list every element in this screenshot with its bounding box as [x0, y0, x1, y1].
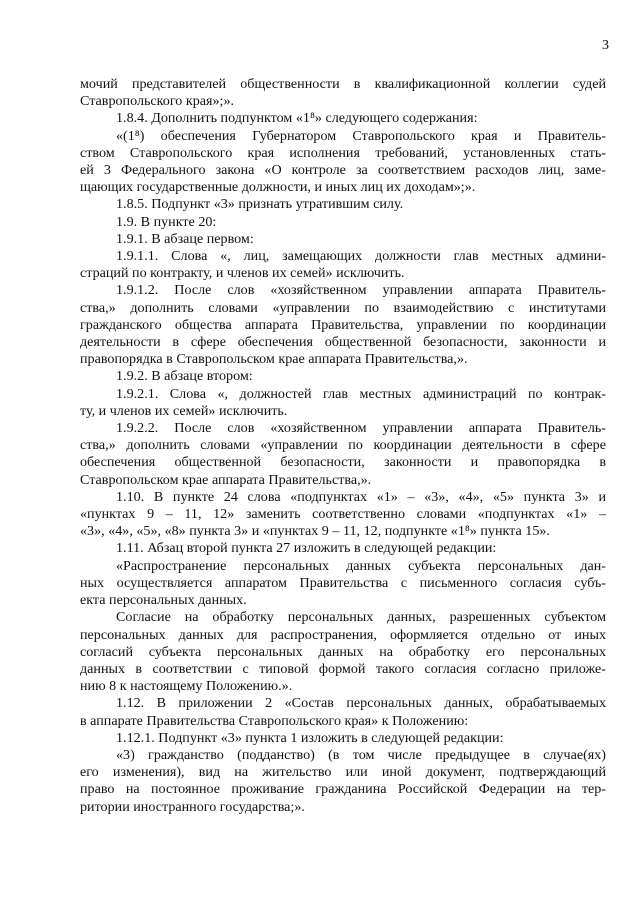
paragraph: [80, 609, 606, 695]
text-line: екта персональных данных.: [80, 592, 247, 609]
text-line: «(1⁸) обеспечения Губернатором Ставропольского края и Правитель-: [116, 127, 606, 144]
text-line: 1.9.2.1. Слова «, должностей глав местных администраций по контрак-: [116, 385, 606, 402]
text-line: страций по контракту, и членов их семей» исключить.: [80, 265, 405, 282]
text-line: персональных данных для распространения, оформляется отдельно от иных: [80, 626, 606, 643]
text-line: 1.9.2. В абзаце втором:: [116, 368, 253, 385]
page-number: 3: [602, 38, 609, 53]
paragraph: [80, 128, 606, 197]
text-line: ных осуществляется аппаратом Правительства с письменного согласия субъ-: [80, 574, 606, 591]
paragraph: [80, 730, 606, 747]
paragraph: [80, 110, 606, 127]
paragraph: [80, 420, 606, 489]
paragraph: [80, 282, 606, 368]
text-line: Ставропольском крае аппарата Правительства,».: [80, 471, 372, 488]
text-line: ей 3 Федерального закона «О контроле за соответствием расходов лиц, заме-: [80, 162, 606, 179]
paragraph: [80, 214, 606, 231]
text-line: нию 8 к настоящему Положению.».: [80, 678, 293, 695]
paragraph: [80, 558, 606, 610]
paragraph: [80, 196, 606, 213]
text-line: 1.10. В пункте 24 слова «подпунктах «1» – «3», «4», «5» пункта 3» и: [116, 488, 606, 505]
text-line: Ставропольского края»;».: [80, 93, 235, 110]
text-line: данных в соответствии с типовой формой такого согласия согласно приложе-: [80, 660, 606, 677]
text-line: 1.9.1.1. Слова «, лиц, замещающих должности глав местных админи-: [116, 248, 606, 265]
text-line: 1.9.1.2. После слов «хозяйственном управлении аппарата Правитель-: [116, 282, 606, 299]
text-line: ством Ставропольского края исполнения требований, установленных стать-: [80, 144, 606, 161]
text-line: 1.12.1. Подпункт «3» пункта 1 изложить в следующей редакции:: [116, 729, 504, 746]
document-body: [80, 76, 606, 816]
text-line: ту, и членов их семей» исключить.: [80, 402, 288, 419]
text-line: 1.12. В приложении 2 «Состав персональных данных, обрабатываемых: [116, 695, 606, 712]
text-line: согласий субъекта персональных данных на обработку его персональных: [80, 643, 606, 660]
text-line: его изменения), вид на жительство или иной документ, подтверждающий: [80, 764, 606, 781]
text-line: правопорядка в Ставропольском крае аппарата Правительства,».: [80, 351, 468, 368]
text-line: в аппарате Правительства Ставропольского края» к Положению:: [80, 712, 469, 729]
text-line: Согласие на обработку персональных данных, разрешенных субъектом: [116, 609, 606, 626]
text-line: 1.11. Абзац второй пункта 27 изложить в следующей редакции:: [116, 540, 497, 557]
text-line: право на постоянное проживание гражданина Российской Федерации на тер-: [80, 781, 606, 798]
text-line: «пунктах 9 – 11, 12» заменить соответственно словами «подпунктах «1» –: [80, 506, 606, 523]
text-line: щающих государственные должности, и иных лиц их доходам»;».: [80, 179, 476, 196]
text-line: 1.9. В пункте 20:: [116, 213, 217, 230]
text-line: «3) гражданство (подданство) (в том числе предыдущее в случае(ях): [116, 746, 606, 763]
paragraph: [80, 540, 606, 557]
text-line: ства,» дополнить словами «управлении по взаимодействию с институтами: [80, 299, 606, 316]
text-line: мочий представителей общественности в квалификационной коллегии судей: [80, 76, 606, 92]
text-line: ства,» дополнить словами «управлении по координации деятельности в сфере: [80, 437, 606, 454]
text-line: 1.8.5. Подпункт «3» признать утратившим силу.: [116, 196, 404, 213]
paragraph: [80, 695, 606, 729]
paragraph: [80, 248, 606, 282]
text-line: гражданского общества аппарата Правительства, управлении по координации: [80, 316, 606, 333]
text-line: деятельности в сфере обеспечения общественной безопасности, законности и: [80, 334, 606, 351]
text-line: 1.9.1. В абзаце первом:: [116, 230, 254, 247]
text-line: обеспечения общественной безопасности, законности и правопорядка в: [80, 454, 606, 471]
text-line: 1.9.2.2. После слов «хозяйственном управлении аппарата Правитель-: [116, 420, 606, 437]
text-line: 1.8.4. Дополнить подпунктом «1⁸» следующего содержания:: [116, 110, 478, 127]
paragraph: [80, 747, 606, 816]
text-line: «Распространение персональных данных субъекта персональных дан-: [116, 557, 606, 574]
text-line: «3», «4», «5», «8» пункта 3» и «пунктах 9 – 11, 12, подпункте «1⁸» пункта 15».: [80, 523, 550, 540]
paragraph: [80, 489, 606, 541]
paragraph: [80, 231, 606, 248]
text-line: ритории иностранного государства;».: [80, 798, 305, 815]
paragraph: [80, 368, 606, 385]
paragraph: [80, 386, 606, 420]
paragraph: [80, 76, 606, 110]
